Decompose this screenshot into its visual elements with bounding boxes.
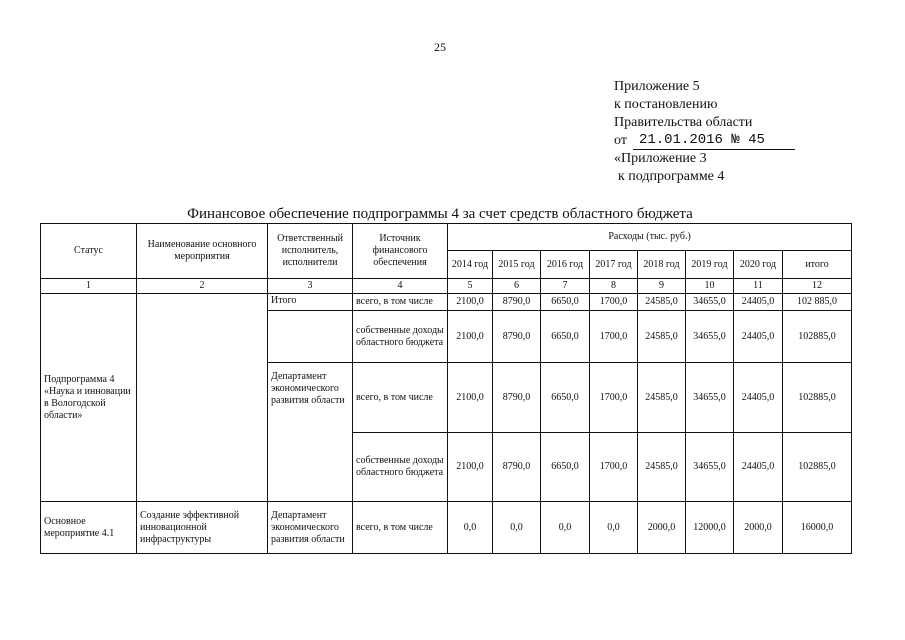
header-year: 2018 год	[638, 251, 686, 279]
header-year: 2015 год	[493, 251, 541, 279]
financing-table	[40, 223, 852, 554]
document-title: Финансовое обеспечение подпрограммы 4 за счет средств областного бюджета	[187, 206, 693, 222]
value-cell: 1700,0	[590, 363, 638, 433]
value-cell: 34655,0	[686, 433, 734, 502]
header-measure: Наименование основного мероприятия	[137, 224, 268, 279]
table-row	[41, 294, 852, 311]
status-cell: Подпрограмма 4 «Наука и инновации в Вологодской области»	[41, 294, 137, 502]
source-cell: всего, в том числе	[353, 502, 448, 554]
header-expenses: Расходы (тыс. руб.)	[448, 224, 852, 251]
appendix-line: к постановлению	[614, 97, 718, 112]
value-cell: 12000,0	[686, 502, 734, 554]
page-number: 25	[434, 40, 446, 54]
total-cell: 102885,0	[783, 363, 852, 433]
value-cell: 0,0	[448, 502, 493, 554]
total-cell: 102885,0	[783, 311, 852, 363]
source-cell: собственные доходы областного бюджета	[353, 311, 448, 363]
header-year: 2020 год	[734, 251, 783, 279]
value-cell: 1700,0	[590, 311, 638, 363]
column-number: 10	[686, 279, 734, 294]
value-cell: 8790,0	[493, 363, 541, 433]
executor-cell: Департамент экономического развития области	[268, 363, 353, 502]
measure-cell-empty	[137, 294, 268, 502]
source-cell: собственные доходы областного бюджета	[353, 433, 448, 502]
appendix-date-prefix: от	[614, 133, 627, 148]
value-cell: 8790,0	[493, 311, 541, 363]
value-cell: 2100,0	[448, 311, 493, 363]
header-source: Источник финансового обеспечения	[353, 224, 448, 279]
value-cell: 24585,0	[638, 363, 686, 433]
appendix-line: Правительства области	[614, 115, 753, 130]
column-number: 3	[268, 279, 353, 294]
value-cell: 6650,0	[541, 294, 590, 311]
value-cell: 0,0	[493, 502, 541, 554]
column-number: 6	[493, 279, 541, 294]
value-cell: 24405,0	[734, 294, 783, 311]
header-year: 2014 год	[448, 251, 493, 279]
value-cell: 8790,0	[493, 433, 541, 502]
value-cell: 34655,0	[686, 294, 734, 311]
status-cell: Основное мероприятие 4.1	[41, 502, 137, 554]
value-cell: 2000,0	[734, 502, 783, 554]
value-cell: 6650,0	[541, 311, 590, 363]
header-year: 2017 год	[590, 251, 638, 279]
value-cell: 24585,0	[638, 433, 686, 502]
value-cell: 6650,0	[541, 433, 590, 502]
column-number: 8	[590, 279, 638, 294]
header-total: итого	[783, 251, 852, 279]
value-cell: 1700,0	[590, 294, 638, 311]
header-status: Статус	[41, 224, 137, 279]
total-cell: 102885,0	[783, 433, 852, 502]
value-cell: 34655,0	[686, 311, 734, 363]
total-cell: 102 885,0	[783, 294, 852, 311]
value-cell: 24405,0	[734, 433, 783, 502]
column-number: 12	[783, 279, 852, 294]
column-number: 7	[541, 279, 590, 294]
value-cell: 2100,0	[448, 294, 493, 311]
column-number: 4	[353, 279, 448, 294]
value-cell: 0,0	[541, 502, 590, 554]
appendix-line: к подпрограмме 4	[618, 169, 725, 184]
table-row	[41, 502, 852, 554]
source-cell: всего, в том числе	[353, 294, 448, 311]
appendix-line: Приложение 5	[614, 79, 700, 94]
column-number: 2	[137, 279, 268, 294]
column-number: 9	[638, 279, 686, 294]
column-number: 11	[734, 279, 783, 294]
executor-total-cell: Итого	[268, 294, 353, 311]
header-year: 2019 год	[686, 251, 734, 279]
appendix-line: «Приложение 3	[614, 151, 707, 166]
appendix-date-line	[614, 132, 795, 150]
source-cell: всего, в том числе	[353, 363, 448, 433]
value-cell: 2000,0	[638, 502, 686, 554]
column-number: 5	[448, 279, 493, 294]
executor-cell-empty	[268, 311, 353, 363]
value-cell: 0,0	[590, 502, 638, 554]
value-cell: 24405,0	[734, 363, 783, 433]
appendix-date-number: 21.01.2016 № 45	[633, 132, 795, 150]
measure-cell: Создание эффективной инновационной инфраструктуры	[137, 502, 268, 554]
executor-cell: Департамент экономического развития области	[268, 502, 353, 554]
column-number: 1	[41, 279, 137, 294]
value-cell: 24585,0	[638, 311, 686, 363]
total-cell: 16000,0	[783, 502, 852, 554]
value-cell: 8790,0	[493, 294, 541, 311]
value-cell: 2100,0	[448, 363, 493, 433]
header-executor: Ответственный исполнитель, исполнители	[268, 224, 353, 279]
value-cell: 24405,0	[734, 311, 783, 363]
header-year: 2016 год	[541, 251, 590, 279]
value-cell: 1700,0	[590, 433, 638, 502]
value-cell: 2100,0	[448, 433, 493, 502]
appendix-header	[614, 78, 795, 186]
value-cell: 6650,0	[541, 363, 590, 433]
value-cell: 34655,0	[686, 363, 734, 433]
value-cell: 24585,0	[638, 294, 686, 311]
